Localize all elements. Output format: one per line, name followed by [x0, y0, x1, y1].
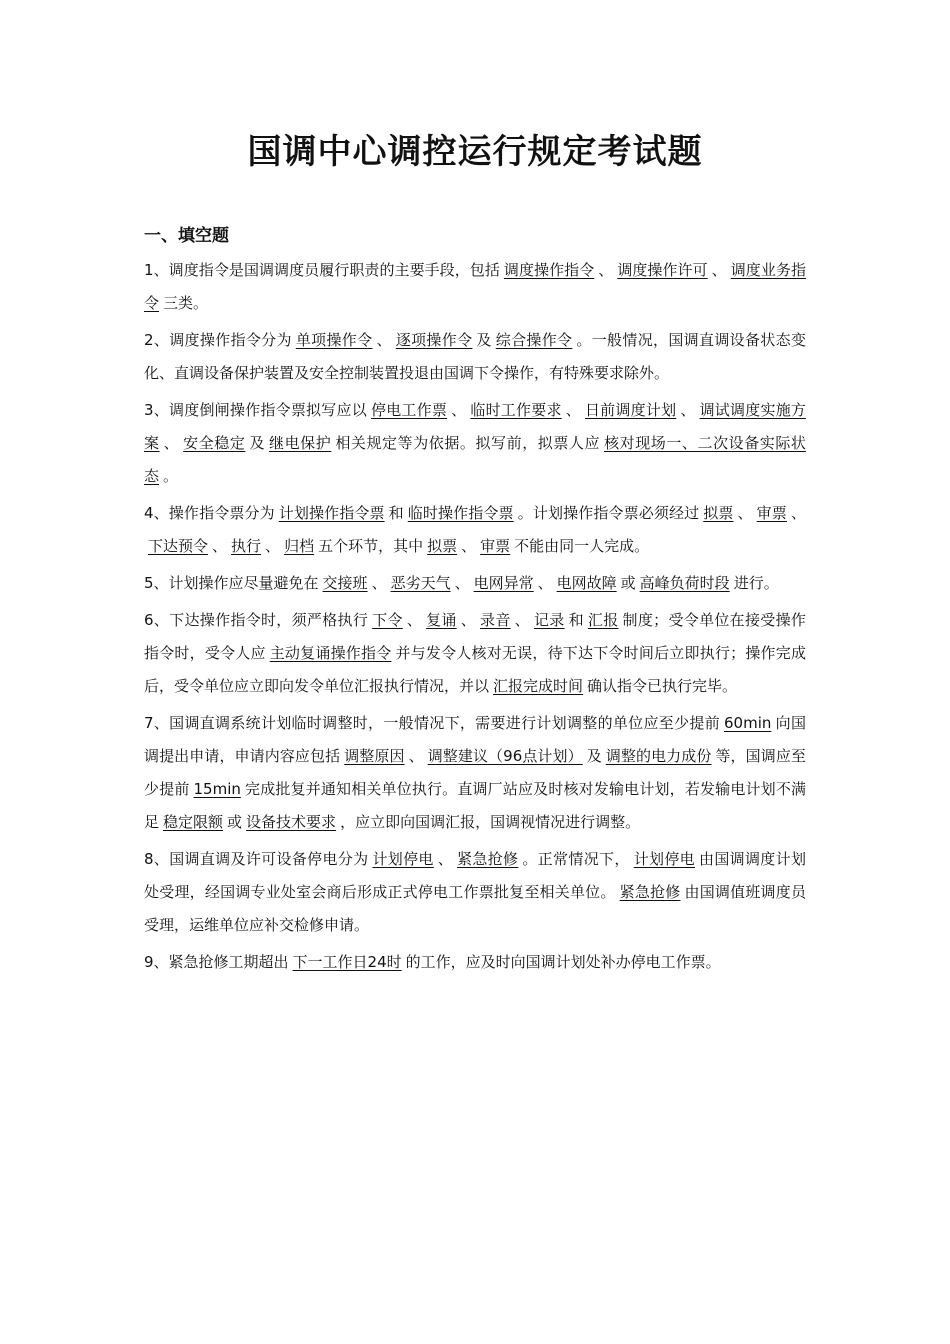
- question-text: 、: [454, 574, 470, 592]
- question-text: 9、紧急抢修工期超出: [144, 953, 289, 971]
- question-text: 、: [376, 331, 392, 349]
- answer-blank: 调整原因: [344, 747, 405, 765]
- answer-blank: 汇报: [587, 611, 619, 629]
- question-text: 和: [388, 504, 404, 522]
- answer-blank: 归档: [284, 537, 315, 555]
- question-item: [144, 324, 806, 390]
- answer-blank: 下令: [372, 611, 403, 629]
- answer-blank: 录音: [480, 611, 511, 629]
- question-text: 3、调度倒闸操作指令票拟写应以: [144, 401, 367, 419]
- answer-blank: 记录: [533, 611, 565, 629]
- answer-blank: 电网故障: [556, 574, 617, 592]
- question-text: 。计划操作指令票必须经过: [517, 504, 700, 522]
- question-text: 的工作，应及时向国调计划处补办停电工作票。: [405, 953, 721, 971]
- question-item: [144, 254, 806, 320]
- question-item: [144, 707, 806, 839]
- question-text: 、: [537, 574, 553, 592]
- question-text: 向国调提出申请，申请内容应包括: [144, 714, 806, 765]
- answer-blank: 综合操作令: [495, 331, 573, 349]
- answer-blank: 紧急抢修: [457, 850, 519, 868]
- answer-blank: 计划停电: [372, 850, 434, 868]
- question-text: 5、计划操作应尽量避免在: [144, 574, 319, 592]
- answer-blank: 调整建议（96点计划）: [427, 747, 583, 765]
- question-text: 、: [371, 574, 387, 592]
- question-text: 7、国调直调系统计划临时调整时，一般情况下，需要进行计划调整的单位应至少提前: [144, 714, 720, 732]
- answer-blank: 调试调度实施方案: [144, 401, 806, 452]
- question-item: [144, 843, 806, 942]
- question-text: 、: [406, 611, 423, 629]
- answer-blank: 计划操作指令票: [278, 504, 385, 522]
- answer-blank: 汇报完成时间: [493, 677, 584, 695]
- answer-blank: 调度操作指令: [503, 261, 595, 279]
- answer-blank: 继电保护: [269, 434, 332, 452]
- answer-blank: 15min: [193, 780, 241, 798]
- question-text: 确认指令已执行完毕。: [587, 677, 738, 695]
- question-text: 、: [460, 611, 477, 629]
- answer-blank: 稳定限额: [163, 813, 224, 831]
- question-text: 4、操作指令票分为: [144, 504, 275, 522]
- question-text: 。: [163, 467, 179, 485]
- answer-blank: 下一工作日24时: [292, 953, 402, 971]
- question-item: [144, 567, 806, 600]
- question-text: 、: [790, 504, 806, 522]
- question-text: 2、调度操作指令分为: [144, 331, 292, 349]
- question-text: 、: [461, 537, 477, 555]
- question-text: 、: [163, 434, 180, 452]
- question-text: 、: [680, 401, 696, 419]
- question-text: 不能由同一人完成。: [514, 537, 650, 555]
- question-text: 、: [437, 850, 454, 868]
- answer-blank: 审票: [480, 537, 511, 555]
- question-text: 。正常情况下，: [522, 850, 630, 868]
- question-text: 由国调调度计划处受理，经国调专业处室会商后形成正式停电工作票批复至相关单位。: [144, 850, 806, 901]
- question-item: [144, 497, 806, 563]
- answer-blank: 高峰负荷时段: [639, 574, 730, 592]
- answer-blank: 电网异常: [473, 574, 534, 592]
- answer-blank: 逐项操作令: [395, 331, 473, 349]
- question-text: 相关规定等为依据。拟写前，拟票人应: [335, 434, 601, 452]
- question-text: 、: [711, 261, 727, 279]
- answer-blank: 安全稳定: [183, 434, 246, 452]
- question-text: 。一般情况，国调直调设备状态变化、直调设备保护装置及安全控制装置投退由国调下令操作，有特殊要求除外。: [144, 331, 806, 382]
- answer-blank: 拟票: [703, 504, 734, 522]
- answer-blank: 核对现场一、二次设备实际状态: [144, 434, 806, 485]
- question-item: [144, 394, 806, 493]
- question-text: 、: [265, 537, 281, 555]
- answer-blank: 紧急抢修: [619, 883, 681, 901]
- answer-blank: 日前调度计划: [584, 401, 677, 419]
- question-text: 或: [620, 574, 636, 592]
- question-text: 8、国调直调及许可设备停电分为: [144, 850, 369, 868]
- question-text: 、: [598, 261, 614, 279]
- answer-blank: 交接班: [322, 574, 368, 592]
- question-text: 1、调度指令是国调调度员履行职责的主要手段，包括: [144, 261, 500, 279]
- answer-blank: 调度操作许可: [617, 261, 708, 279]
- answer-blank: 60min: [724, 714, 772, 732]
- question-text: 及: [586, 747, 602, 765]
- question-text: 、: [451, 401, 467, 419]
- answer-blank: 执行: [231, 537, 262, 555]
- question-item: [144, 946, 806, 979]
- answer-blank: 拟票: [427, 537, 458, 555]
- question-text: 进行。: [733, 574, 779, 592]
- answer-blank: 下达预令: [148, 537, 209, 555]
- question-text: 或: [227, 813, 243, 831]
- question-list: [144, 254, 806, 979]
- question-text: 、: [565, 401, 581, 419]
- answer-blank: 复诵: [426, 611, 457, 629]
- answer-blank: 调整的电力成份: [605, 747, 712, 765]
- question-text: 6、下达操作指令时，须严格执行: [144, 611, 369, 629]
- answer-blank: 设备技术要求: [246, 813, 337, 831]
- document-title: 国调中心调控运行规定考试题: [247, 132, 703, 172]
- question-text: 由国调值班调度员受理，运维单位应补交检修申请。: [144, 883, 806, 934]
- question-text: 并与发令人核对无误，待下达下令时间后立即执行；操作完成后，受令单位应立即向发令单位汇报执行情况，并以: [144, 644, 806, 695]
- answer-blank: 主动复诵操作指令: [269, 644, 392, 662]
- answer-blank: 恶劣天气: [390, 574, 451, 592]
- question-text: ，应立即向国调汇报，国调视情况进行调整。: [340, 813, 641, 831]
- question-text: 、: [737, 504, 753, 522]
- question-text: 及: [476, 331, 492, 349]
- question-item: [144, 604, 806, 703]
- answer-blank: 临时操作指令票: [407, 504, 514, 522]
- answer-blank: 临时工作要求: [470, 401, 562, 419]
- question-text: 、: [408, 747, 424, 765]
- question-text: 、: [514, 611, 530, 629]
- question-text: 和: [568, 611, 584, 629]
- answer-blank: 单项操作令: [295, 331, 373, 349]
- question-text: 制度；受令单位在接受操作指令时，受令人应: [144, 611, 806, 662]
- question-text: 、: [212, 537, 228, 555]
- section-heading: 一、填空题: [144, 226, 229, 246]
- answer-blank: 审票: [756, 504, 787, 522]
- answer-blank: 计划停电: [633, 850, 695, 868]
- answer-blank: 调度业务指令: [144, 261, 806, 312]
- question-text: 三类。: [163, 294, 209, 312]
- question-text: 完成批复并通知相关单位执行。直调厂站应及时核对发输电计划，若发输电计划不满足: [144, 780, 806, 831]
- question-text: 及: [249, 434, 266, 452]
- question-text: 等，国调应至少提前: [144, 747, 806, 798]
- question-text: 五个环节，其中: [318, 537, 424, 555]
- answer-blank: 停电工作票: [370, 401, 448, 419]
